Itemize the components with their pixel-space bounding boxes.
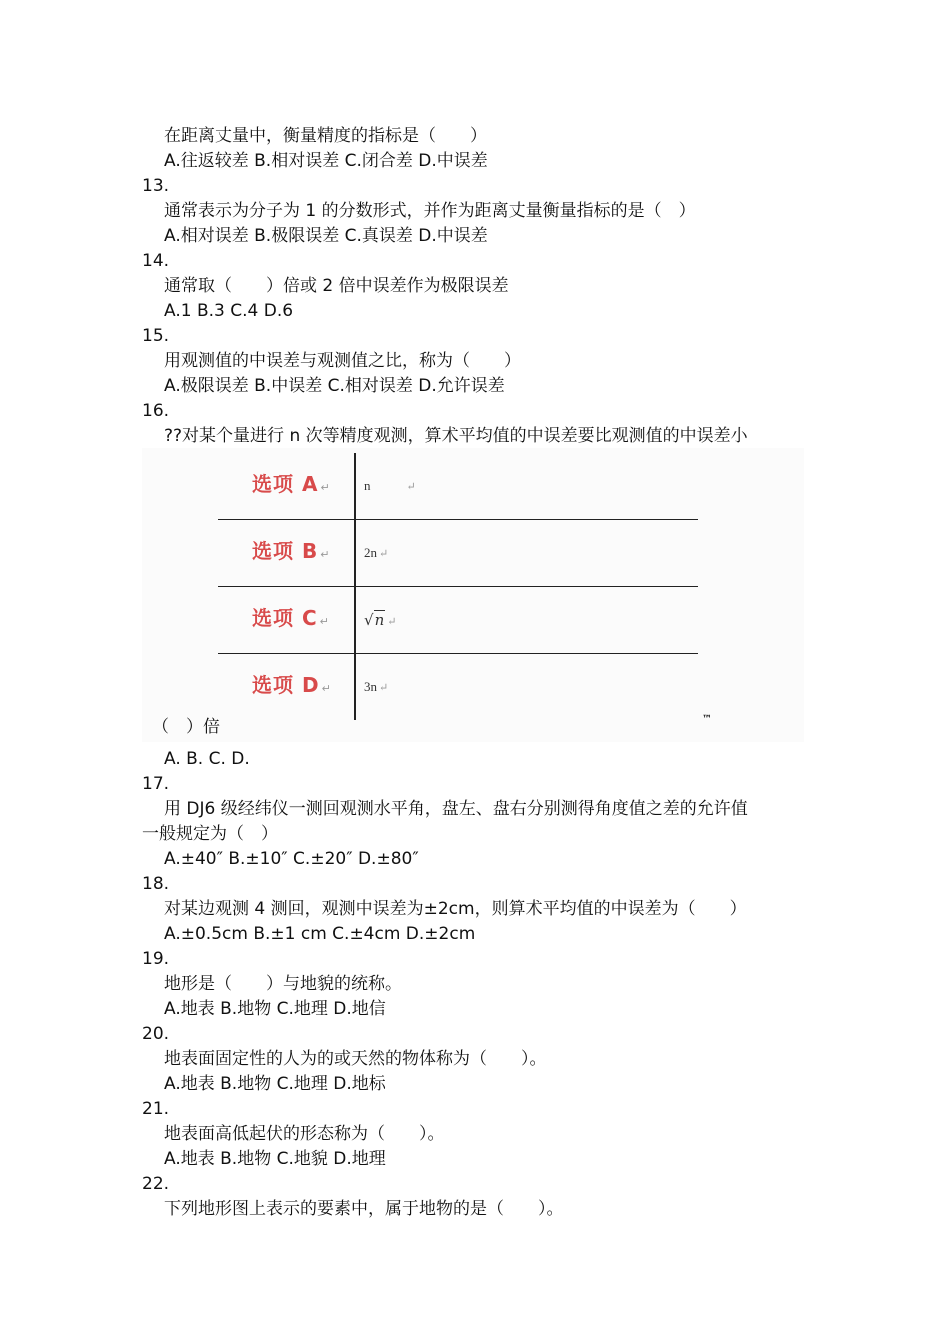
question-16-stem-end: （ ）倍 <box>152 717 220 737</box>
question-13-number: 13. <box>142 176 170 196</box>
option-c-label: 选项 C <box>252 605 318 630</box>
question-19-options: A.地表 B.地物 C.地理 D.地信 <box>164 999 386 1019</box>
question-20-options: A.地表 B.地物 C.地理 D.地标 <box>164 1074 386 1094</box>
question-18-stem: 对某边观测 4 测回，观测中误差为±2cm，则算术平均值的中误差为（ ） <box>164 899 747 919</box>
question-21-number: 21. <box>142 1099 170 1119</box>
question-16-options: A. B. C. D. <box>164 749 250 769</box>
question-18-number: 18. <box>142 874 170 894</box>
question-14-options: A.1 B.3 C.4 D.6 <box>164 301 294 321</box>
option-d-label: 选项 D <box>252 672 320 697</box>
question-13-options: A.相对误差 B.极限误差 C.真误差 D.中误差 <box>164 226 488 246</box>
option-d-value: 3n <box>364 679 377 694</box>
return-mark-icon: ↵ <box>320 480 330 494</box>
return-mark-icon: ↵ <box>387 616 397 628</box>
option-c-value: n <box>374 611 385 629</box>
question-22-stem: 下列地形图上表示的要素中，属于地物的是（ ）。 <box>164 1199 564 1219</box>
question-13-stem: 通常表示为分子为 1 的分数形式，并作为距离丈量衡量指标的是（ ） <box>164 201 696 221</box>
question-17-number: 17. <box>142 774 170 794</box>
return-mark-icon: ↵ <box>321 681 331 695</box>
question-21-options: A.地表 B.地物 C.地貌 D.地理 <box>164 1149 386 1169</box>
question-22-number: 22. <box>142 1174 170 1194</box>
question-19-stem: 地形是（ ）与地貌的统称。 <box>164 974 402 994</box>
question-21-stem: 地表面高低起伏的形态称为（ ）。 <box>164 1124 445 1144</box>
return-mark-icon: ↵ <box>379 682 389 694</box>
question-20-stem: 地表面固定性的人为的或天然的物体称为（ ）。 <box>164 1049 547 1069</box>
question-16-stem: ??对某个量进行 n 次等精度观测，算术平均值的中误差要比观测值的中误差小 <box>164 426 748 446</box>
options-figure <box>142 448 804 742</box>
question-14-stem: 通常取（ ）倍或 2 倍中误差作为极限误差 <box>164 276 509 296</box>
option-b-value: 2n <box>364 545 377 560</box>
options-table <box>218 453 698 720</box>
option-b-label: 选项 B <box>252 538 319 563</box>
option-a-label: 选项 A <box>252 471 319 496</box>
question-17-stem: 用 DJ6 级经纬仪一测回观测水平角，盘左、盘右分别测得角度值之差的允许值 <box>164 799 748 819</box>
question-17-options: A.±40″ B.±10″ C.±20″ D.±80″ <box>164 849 419 869</box>
question-15-options: A.极限误差 B.中误差 C.相对误差 D.允许误差 <box>164 376 505 396</box>
sqrt-n-formula <box>364 610 385 629</box>
question-14-number: 14. <box>142 251 170 271</box>
return-mark-icon: ↵ <box>379 548 389 560</box>
question-12-options: A.往返较差 B.相对误差 C.闭合差 D.中误差 <box>164 151 488 171</box>
option-a-value: n <box>364 478 371 493</box>
table-row <box>218 654 698 721</box>
question-18-options: A.±0.5cm B.±1 cm C.±4cm D.±2cm <box>164 924 476 944</box>
table-row <box>218 587 698 654</box>
question-16-number: 16. <box>142 401 170 421</box>
question-15-number: 15. <box>142 326 170 346</box>
sqrt-symbol: √ <box>364 611 374 629</box>
return-mark-icon: ↵ <box>320 547 330 561</box>
question-19-number: 19. <box>142 949 170 969</box>
trademark-symbol: ™ <box>702 714 712 725</box>
table-row <box>218 453 698 520</box>
return-mark-icon: ↵ <box>319 614 329 628</box>
question-15-stem: 用观测值的中误差与观测值之比，称为（ ） <box>164 351 521 371</box>
return-mark-icon: ↵ <box>406 481 416 493</box>
table-row <box>218 520 698 587</box>
question-12-stem: 在距离丈量中，衡量精度的指标是（ ） <box>164 126 487 146</box>
question-20-number: 20. <box>142 1024 170 1044</box>
question-17-stem-cont: 一般规定为（ ） <box>142 824 278 844</box>
